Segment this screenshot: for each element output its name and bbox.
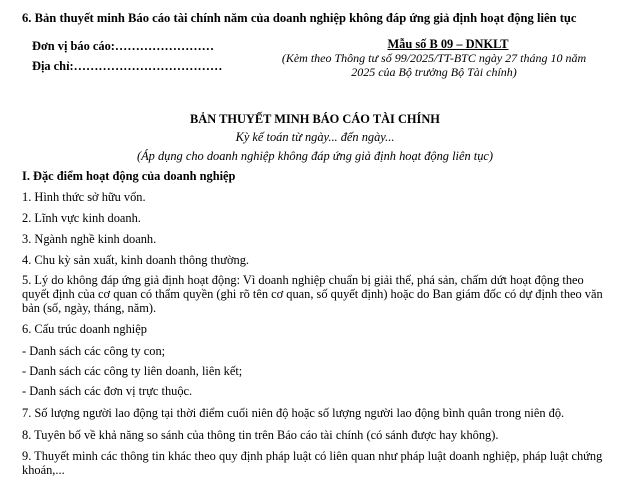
list-item: 2. Lĩnh vực kinh doanh. [22, 211, 141, 225]
reporting-unit-label: Đơn vị báo cáo:…………………… [32, 39, 215, 53]
accounting-period: Kỳ kế toán từ ngày... đến ngày... [235, 130, 395, 144]
section-heading: 6. Bản thuyết minh Báo cáo tài chính năm của doanh nghiệp không đáp ứng giả định hoạt động liên tục [22, 11, 577, 25]
list-item: - Danh sách các công ty liên doanh, liên kết; [22, 364, 243, 378]
list-item: - Danh sách các đơn vị trực thuộc. [22, 384, 193, 398]
list-item: 5. Lý do không đáp ứng giả định hoạt động: Vì doanh nghiệp chuẩn bị giải thể, phá sản, chấm dứt hoạt động theo quyết định của cơ quan có thẩm quyền (ghi rõ tên cơ quan, số quyết định) hoặc do Ban giám đốc có dự định theo văn bản (số, ngày, tháng, năm). [22, 273, 603, 315]
form-code: Mẫu số B 09 – DNKLT [387, 37, 509, 51]
list-item: - Danh sách các công ty con; [22, 344, 166, 358]
list-item: 4. Chu kỳ sản xuất, kinh doanh thông thường. [22, 253, 249, 267]
list-item: 9. Thuyết minh các thông tin khác theo quy định pháp luật có liên quan như pháp luật doanh nghiệp, pháp luật chứng khoán,... [22, 449, 603, 477]
document-title: BẢN THUYẾT MINH BÁO CÁO TÀI CHÍNH [190, 112, 440, 126]
address-label: Địa chỉ:……………………………… [32, 59, 223, 73]
list-item: 8. Tuyên bố về khả năng so sánh của thông tin trên Báo cáo tài chính (có sánh được hay không). [22, 428, 499, 442]
applicability-note: (Áp dụng cho doanh nghiệp không đáp ứng giả định hoạt động liên tục) [136, 149, 494, 163]
list-item: 1. Hình thức sở hữu vốn. [22, 190, 146, 204]
list-item: 6. Cấu trúc doanh nghiệp [22, 322, 147, 336]
form-note: (Kèm theo Thông tư số 99/2025/TT-BTC ngày 27 tháng 10 năm 2025 của Bộ trưởng Bộ Tài chính) [281, 51, 587, 79]
list-item: 3. Ngành nghề kinh doanh. [22, 232, 157, 246]
list-item: 7. Số lượng người lao động tại thời điểm cuối niên độ hoặc số lượng người lao động bình quân trong niên độ. [22, 406, 565, 420]
section-i-heading: I. Đặc điểm hoạt động của doanh nghiệp [22, 169, 236, 183]
